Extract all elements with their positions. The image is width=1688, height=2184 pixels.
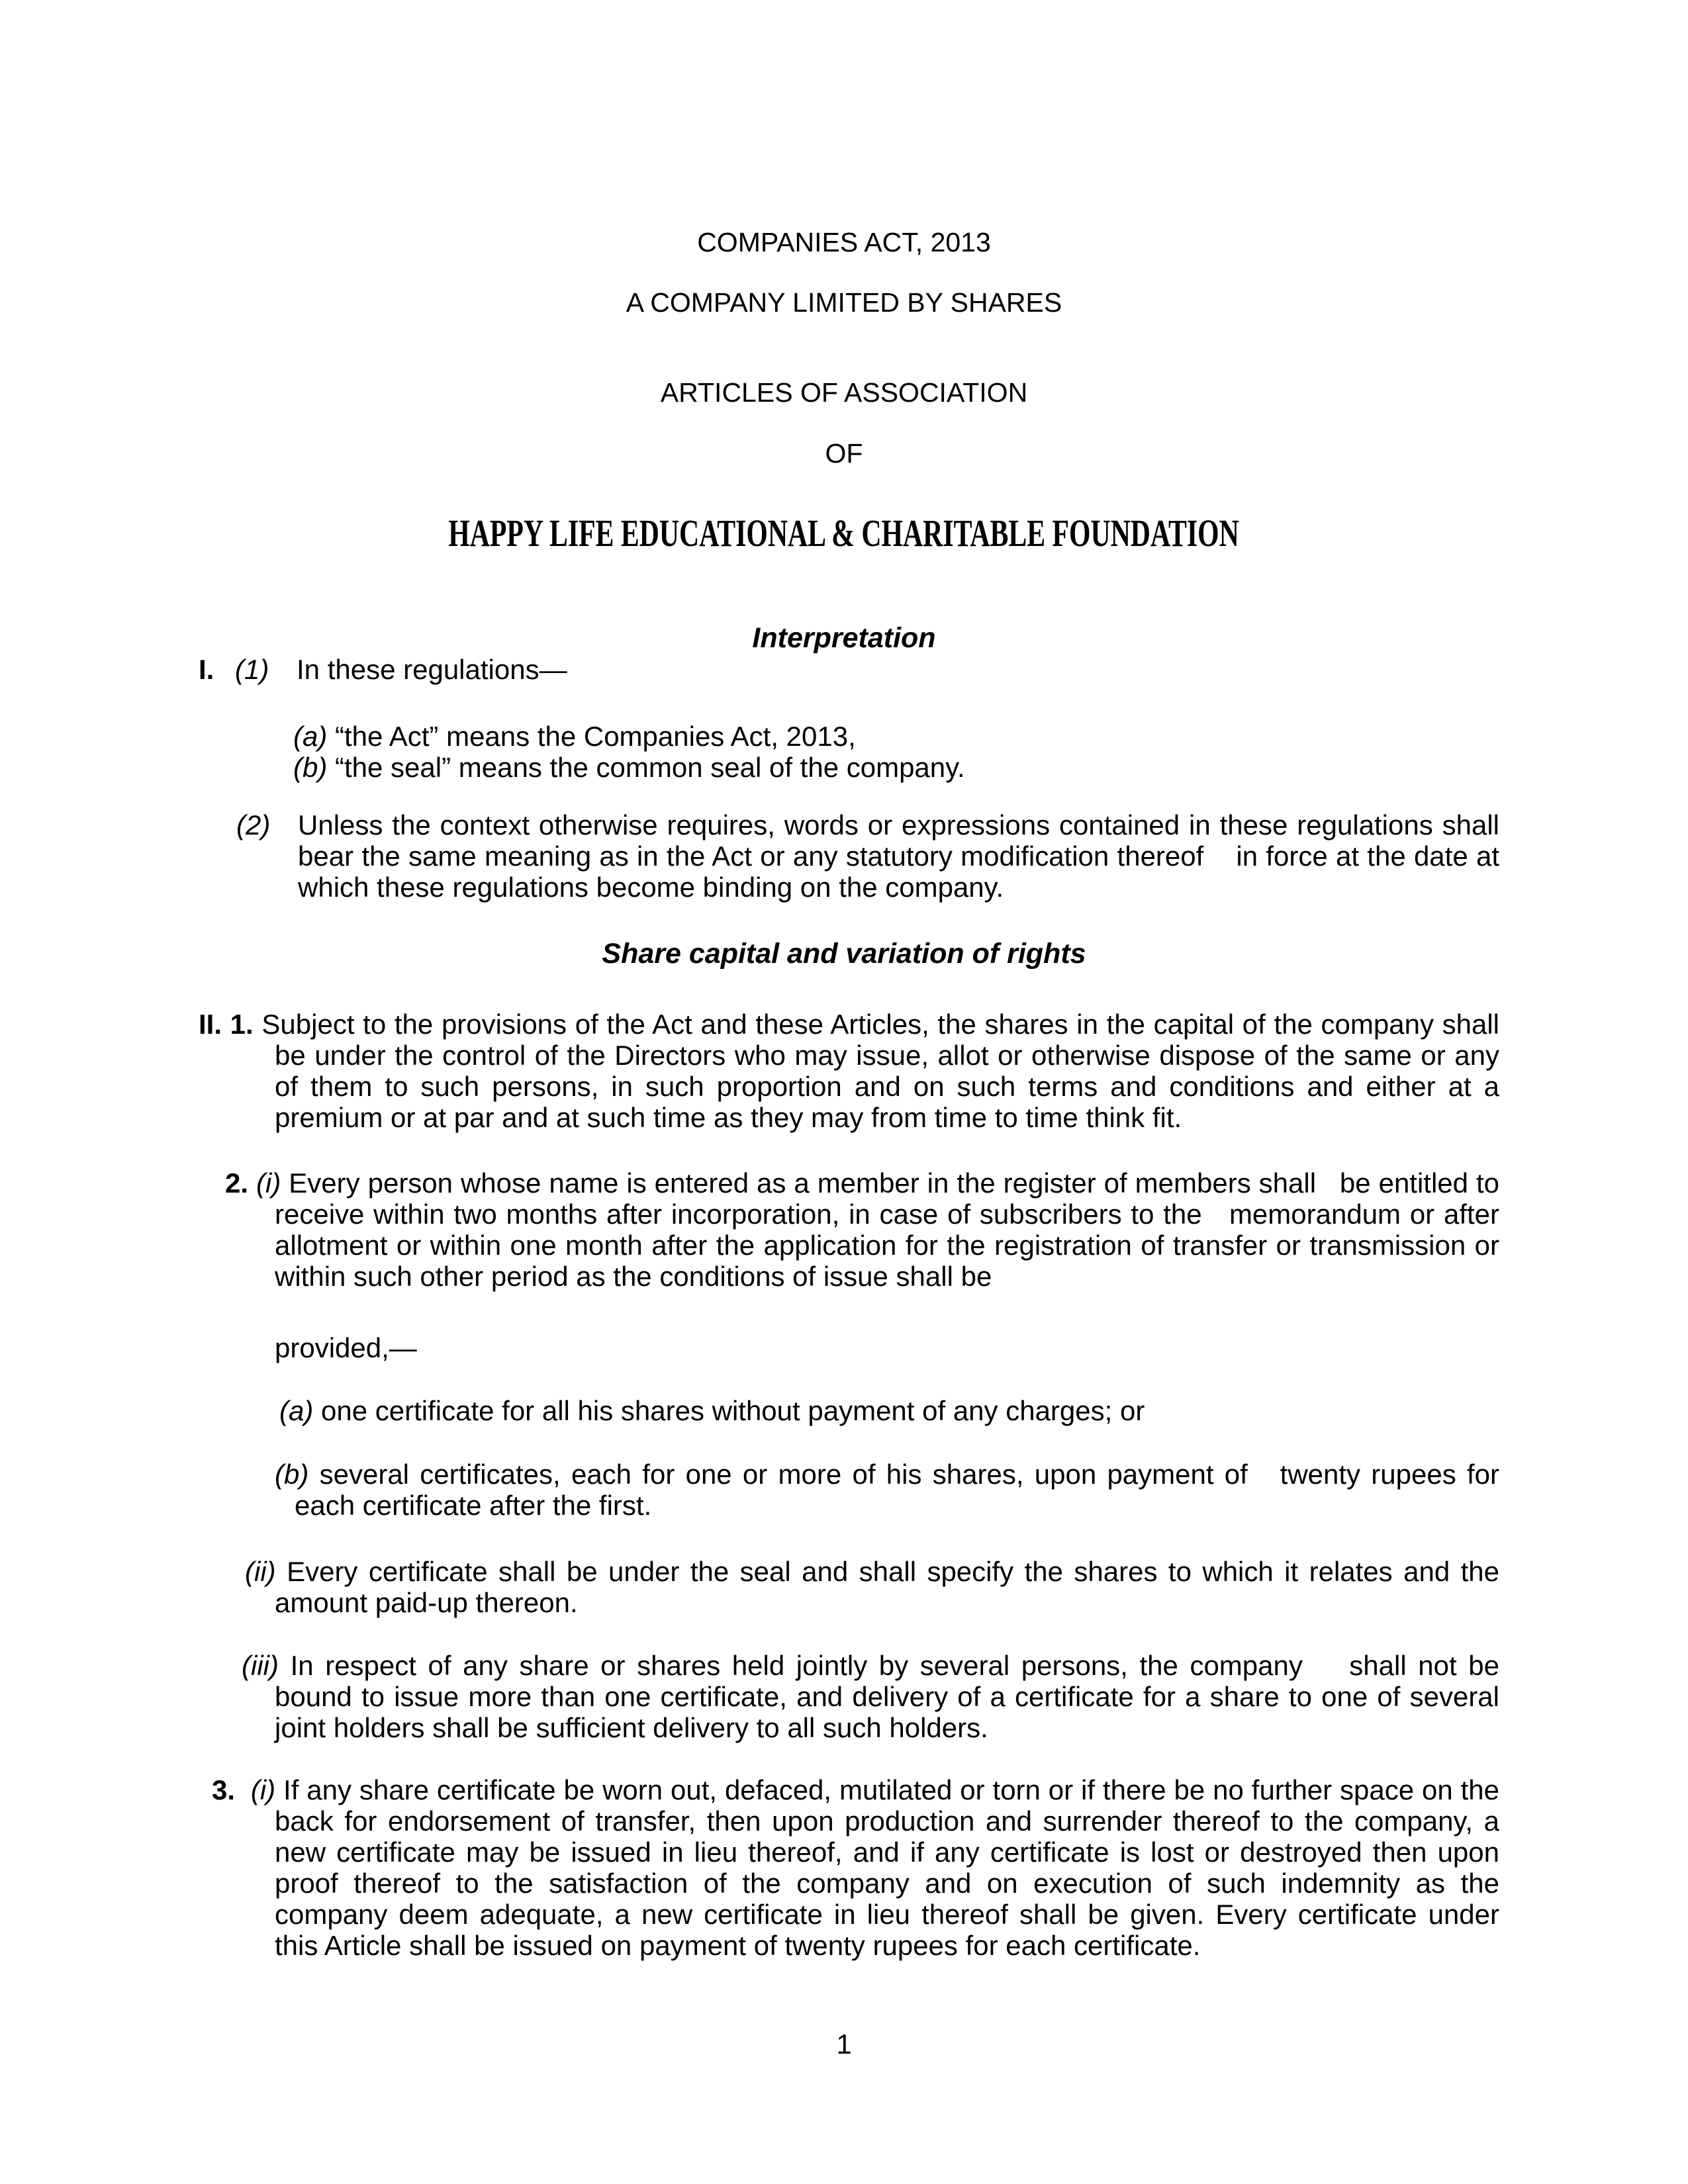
certificate-item-b-marker: (b) xyxy=(275,1459,309,1490)
clause-3-i xyxy=(212,1774,1500,1961)
clause-II-1-text: Subject to the provisions of the Act and these Articles, the shares in the capital of the company shall be under the control of the Directors who may issue, allot or otherwise dispose of the same or any of them to such persons, in such proportion and on such terms and conditions and either at a premium or at par and at such time as they may from time to time think fit. xyxy=(261,1009,1500,1133)
definition-a-text: “the Act” means the Companies Act, 2013, xyxy=(335,721,856,752)
company-type-line: A COMPANY LIMITED BY SHARES xyxy=(626,287,1062,318)
clause-2-iii xyxy=(242,1650,1499,1743)
certificate-item-a xyxy=(279,1395,1489,1426)
definition-b xyxy=(293,752,1489,783)
clause-I-1-number: (1) xyxy=(235,654,269,685)
clause-3-sub-i: (i) xyxy=(250,1774,276,1805)
section-heading-interpretation: Interpretation xyxy=(752,622,936,654)
clause-II-1-marker: II. 1. xyxy=(199,1009,254,1040)
clause-2-ii-text: Every certificate shall be under the seal and shall specify the shares to which it relates and the amount paid-up thereon. xyxy=(275,1556,1499,1618)
definition-b-text: “the seal” means the common seal of the company. xyxy=(335,752,965,783)
clause-2-iii-text: In respect of any share or shares held jointly by several persons, the company shall not be bound to issue more than one certificate, and delivery of a certificate for a share to one of several joint holders shall be sufficient delivery to all such holders. xyxy=(275,1650,1499,1743)
clause-2-ii-marker: (ii) xyxy=(245,1556,276,1587)
clause-2-number: 2. xyxy=(225,1167,249,1199)
clause-I-1-roman: I. xyxy=(199,654,214,685)
act-title: COMPANIES ACT, 2013 xyxy=(697,227,991,257)
of-line: OF xyxy=(825,438,863,469)
clause-I-2-text: Unless the context otherwise requires, words or expressions contained in these regulations shall bear the same meaning as in the Act or any statutory modification thereof in force at the date at which these regulations become binding on the company. xyxy=(298,809,1499,903)
clause-3-number: 3. xyxy=(212,1774,236,1805)
company-name: HAPPY LIFE EDUCATIONAL & CHARITABLE FOUNDATION xyxy=(448,512,1240,555)
clause-2-i xyxy=(225,1167,1500,1292)
certificate-item-a-text: one certificate for all his shares without payment of any charges; or xyxy=(321,1395,1145,1426)
clause-II-1 xyxy=(199,1009,1500,1133)
clause-2-ii xyxy=(245,1556,1499,1618)
clause-I-2 xyxy=(236,809,1499,903)
clause-2-iii-marker: (iii) xyxy=(242,1650,279,1681)
clause-I-1 xyxy=(199,654,1489,685)
certificate-item-b-text: several certificates, each for one or more of his shares, upon payment of twenty rupees for each certificate after the first. xyxy=(295,1459,1500,1521)
clause-2-i-text: Every person whose name is entered as a member in the register of members shall be entitled to receive within two months after incorporation, in case of subscribers to the memorandum or after allotment or within one month after the application for the registration of transfer or transmission or within such other period as the conditions of issue shall be xyxy=(275,1167,1500,1292)
company-name-line xyxy=(199,510,1489,567)
provided-line: provided,— xyxy=(275,1332,417,1363)
definitions-list xyxy=(199,721,1489,783)
certificate-item-a-marker: (a) xyxy=(279,1395,314,1426)
page-number: 1 xyxy=(836,2028,852,2060)
definition-b-marker: (b) xyxy=(293,752,328,783)
certificate-item-b xyxy=(275,1459,1500,1521)
document-type-line: ARTICLES OF ASSOCIATION xyxy=(660,377,1028,408)
clause-I-2-number: (2) xyxy=(236,809,271,841)
definition-a-marker: (a) xyxy=(293,721,328,752)
clause-I-1-text: In these regulations— xyxy=(297,654,567,685)
section-heading-share-capital: Share capital and variation of rights xyxy=(602,938,1086,970)
definition-a xyxy=(293,721,1489,752)
clause-2-sub-i: (i) xyxy=(256,1167,281,1199)
clause-3-i-text: If any share certificate be worn out, defaced, mutilated or torn or if there be no further space on the back for endorsement of transfer, then upon production and surrender thereof to the company, a new certificate may be issued in lieu thereof, and if any certificate is lost or destroyed then upon proof thereof to the satisfaction of the company and on execution of such indemnity as the company deem adequate, a new certificate in lieu thereof shall be given. Every certificate under this Article shall be issued on payment of twenty rupees for each certificate. xyxy=(275,1774,1500,1961)
